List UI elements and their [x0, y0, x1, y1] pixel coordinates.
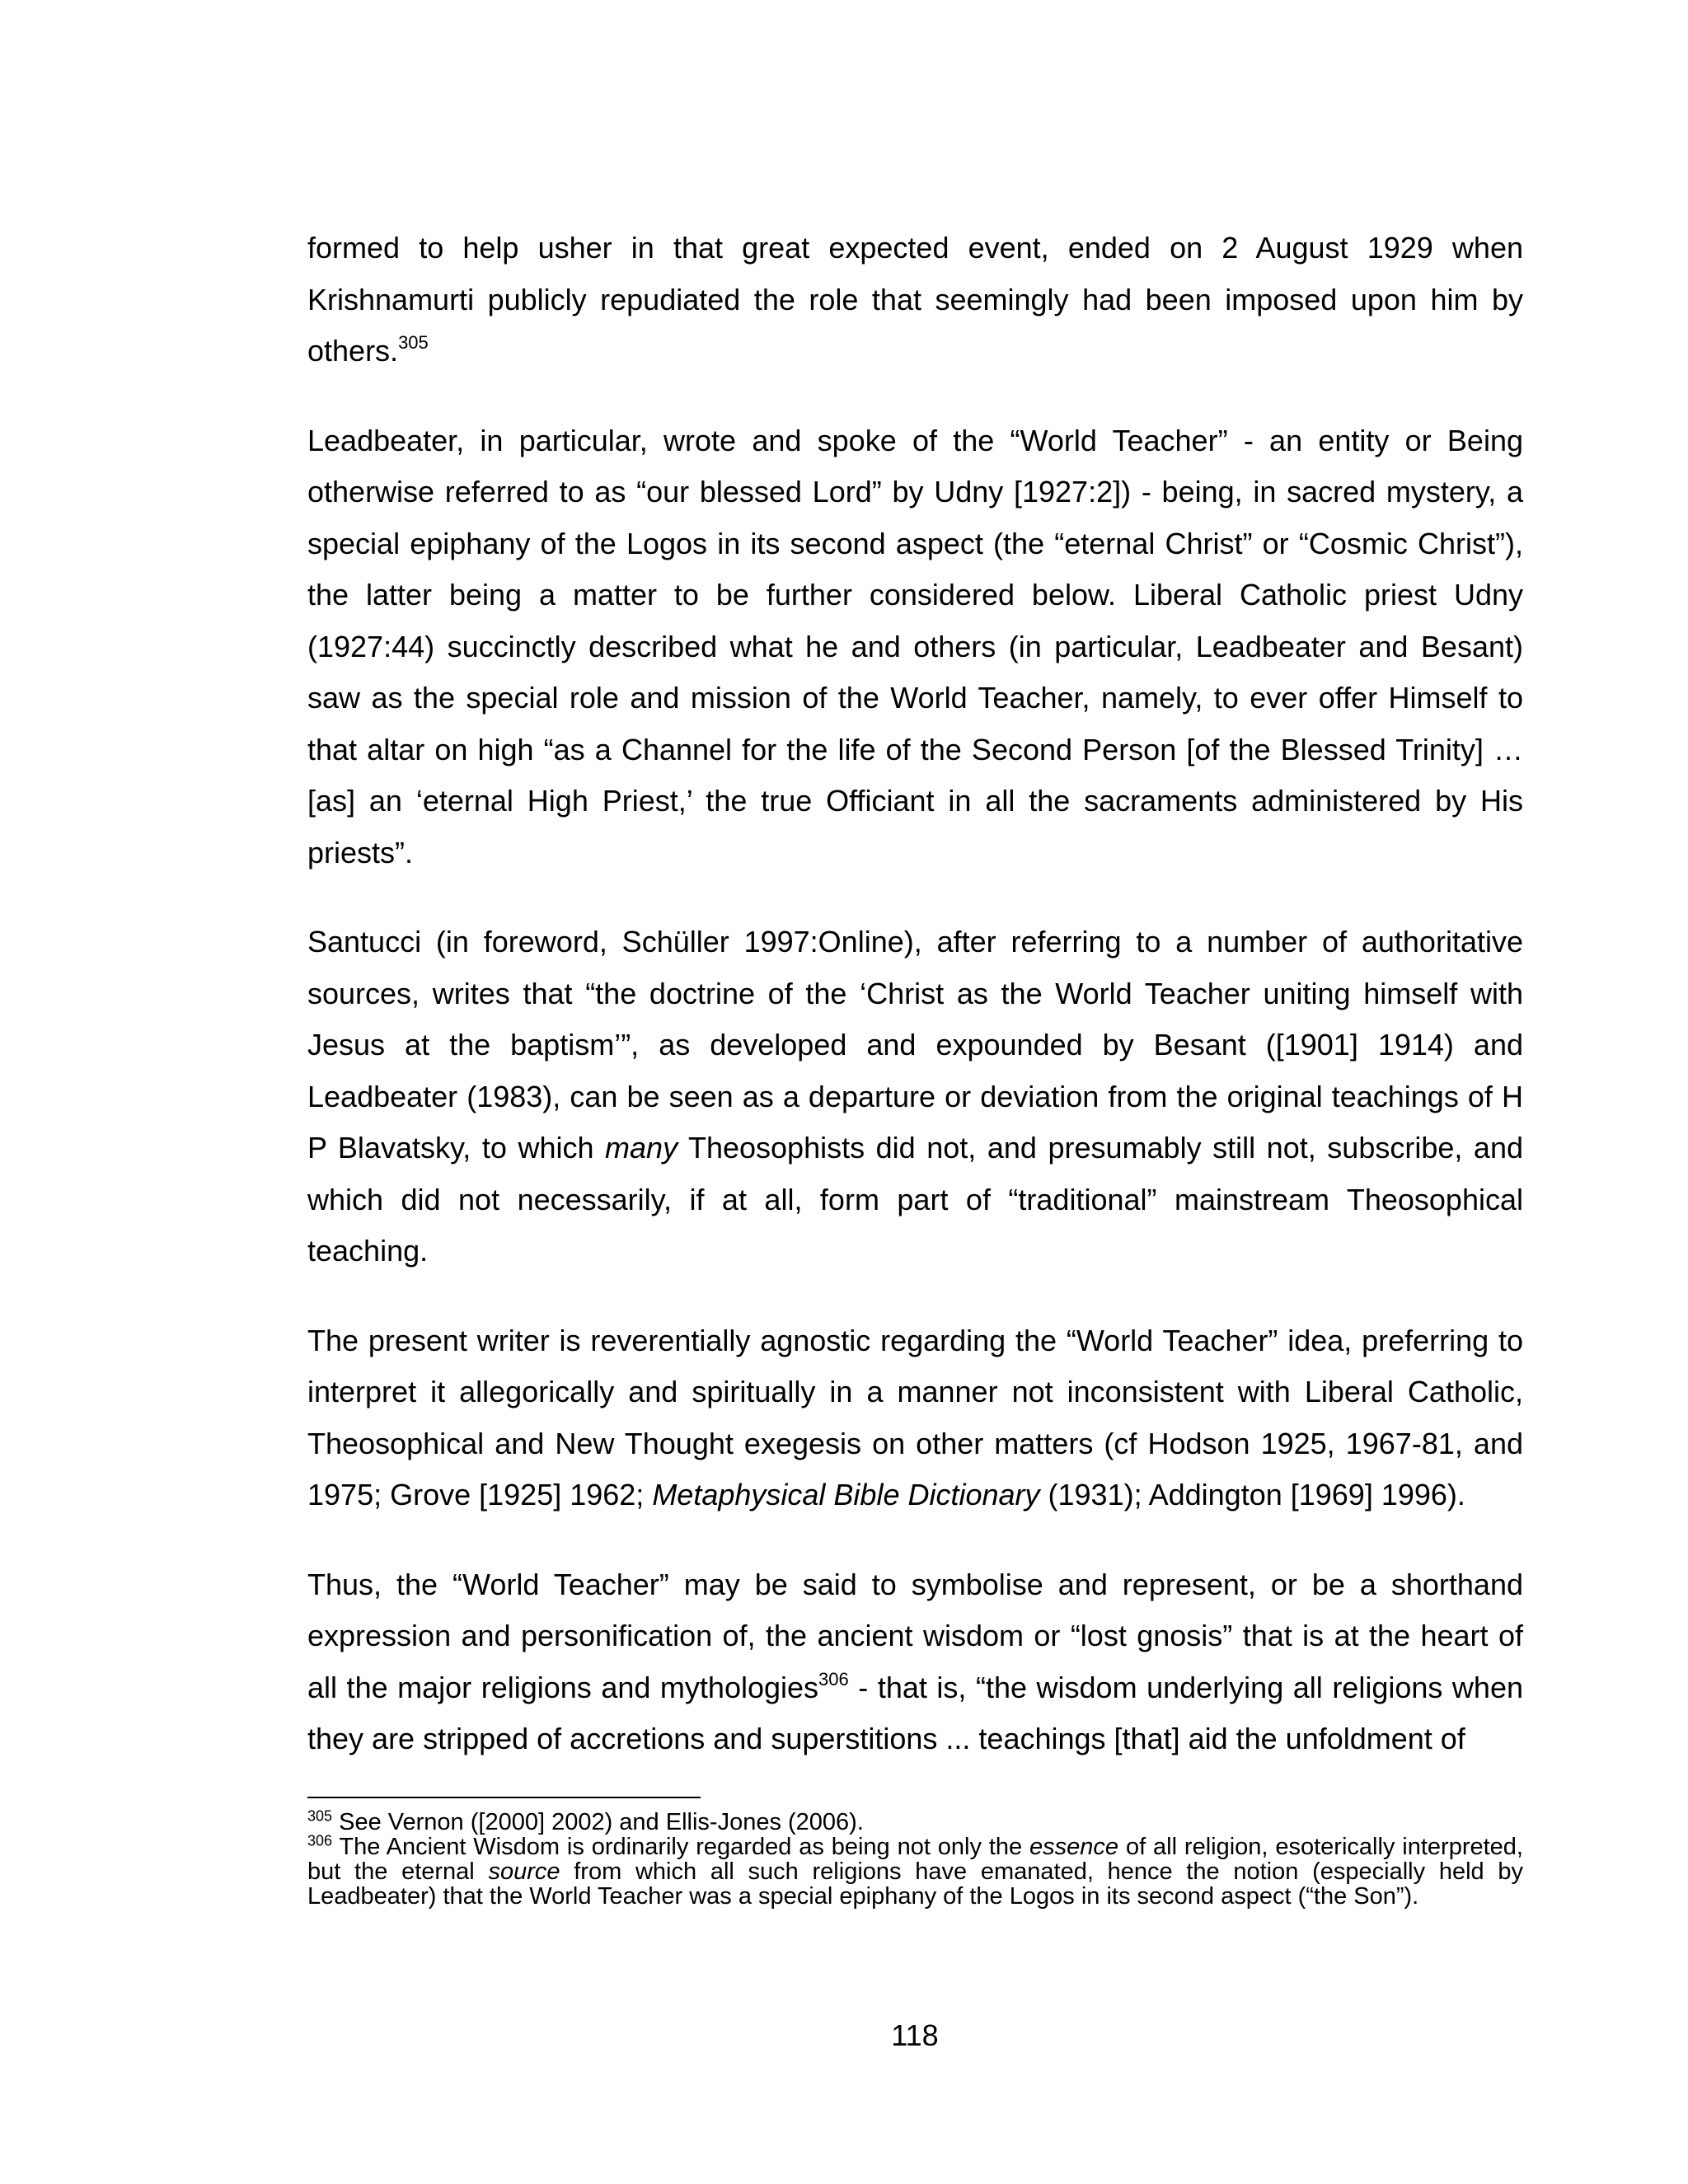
footnote-305-text: See Vernon ([2000] 2002) and Ellis-Jones (2006). — [332, 1809, 864, 1835]
footnote-306 — [307, 1832, 1523, 1910]
paragraph-5-text-a: Thus, the “World Teacher” may be said to symbolise and represent, or be a shorthand expression and personification of, the ancient wisdom or “lost gnosis” that is at the heart of all the major religions and mythologies — [307, 1567, 1523, 1704]
paragraph-4-text-b: (1931); Addington [1969] 1996). — [1039, 1478, 1465, 1511]
paragraph-3-emphasis: many — [605, 1131, 678, 1165]
paragraph-4-text-a: The present writer is reverentially agnostic regarding the “World Teacher” idea, preferring to interpret it allegorically and spiritually in a manner not inconsistent with Liberal Catholic, Theosophical and New Thought exegesis on other matters (cf Hodson 1925, 1967-81, and 1975; Grove [1925] 1962; — [307, 1323, 1523, 1511]
paragraph-1-text: formed to help usher in that great expected event, ended on 2 August 1929 when Krishnamurti publicly repudiated the role that seemingly had been imposed upon him by others. — [307, 231, 1523, 368]
footnotes — [307, 1807, 1523, 1910]
paragraph-5 — [307, 1559, 1523, 1765]
footnote-number-306: 306 — [307, 1832, 333, 1849]
paragraph-3 — [307, 916, 1523, 1277]
footnote-305 — [307, 1807, 1523, 1835]
footnote-306-emphasis-2: source — [488, 1858, 560, 1885]
footnote-306-emphasis-1: essence — [1029, 1834, 1119, 1860]
footnote-306-text-b: of all religion, esoterically interpreted, but the eternal — [307, 1834, 1523, 1885]
paragraph-3-text-a: Santucci (in foreword, Schüller 1997:Online), after referring to a number of authoritative sources, writes that “the doctrine of the ‘Christ as the World Teacher uniting himself with Jesus at the baptism’”, as developed and expounded by Besant ([1901] 1914) and Leadbeater (1983), can be seen as a departure or deviation from the original teachings of H P Blavatsky, to which — [307, 925, 1523, 1165]
body-text — [307, 223, 1523, 1803]
paragraph-3-text-b: Theosophists did not, and presumably still not, subscribe, and which did not necessarily, if at all, form part of “traditional” mainstream Theosophical teaching. — [307, 1131, 1523, 1268]
footnote-separator — [307, 1797, 701, 1798]
paragraph-4 — [307, 1315, 1523, 1521]
footnote-number-305: 305 — [307, 1807, 333, 1825]
page-number: 118 — [891, 2018, 939, 2052]
footnote-306-text-a: The Ancient Wisdom is ordinarily regarded as being not only the — [332, 1834, 1030, 1860]
paragraph-1 — [307, 223, 1523, 377]
paragraph-2: Leadbeater, in particular, wrote and spoke of the “World Teacher” - an entity or Being otherwise referred to as “our blessed Lord” by Udny [1927:2]) - being, in sacred mystery, a special epiphany of the Logos in its second aspect (the “eternal Christ” or “Cosmic Christ”), the latter being a matter to be further considered below. Liberal Catholic priest Udny (1927:44) succinctly described what he and others (in particular, Leadbeater and Besant) saw as the special role and mission of the World Teacher, namely, to ever offer Himself to that altar on high “as a Channel for the life of the Second Person [of the Blessed Trinity] …[as] an ‘eternal High Priest,’ the true Officiant in all the sacraments administered by His priests”. — [307, 423, 1523, 869]
footnote-ref-306[interactable]: 306 — [818, 1668, 849, 1690]
footnote-306-text-c: from which all such religions have emanated, hence the notion (especially held by Leadbeater) that the World Teacher was a special epiphany of the Logos in its second aspect (“the Son”). — [307, 1858, 1523, 1910]
paragraph-4-emphasis: Metaphysical Bible Dictionary — [652, 1478, 1040, 1511]
footnote-ref-305[interactable]: 305 — [398, 332, 429, 353]
paragraph-5-text-b: - that is, “the wisdom underlying all religions when they are stripped of accretions and superstitions ... teachings [that] aid the unfoldment of — [307, 1670, 1523, 1755]
